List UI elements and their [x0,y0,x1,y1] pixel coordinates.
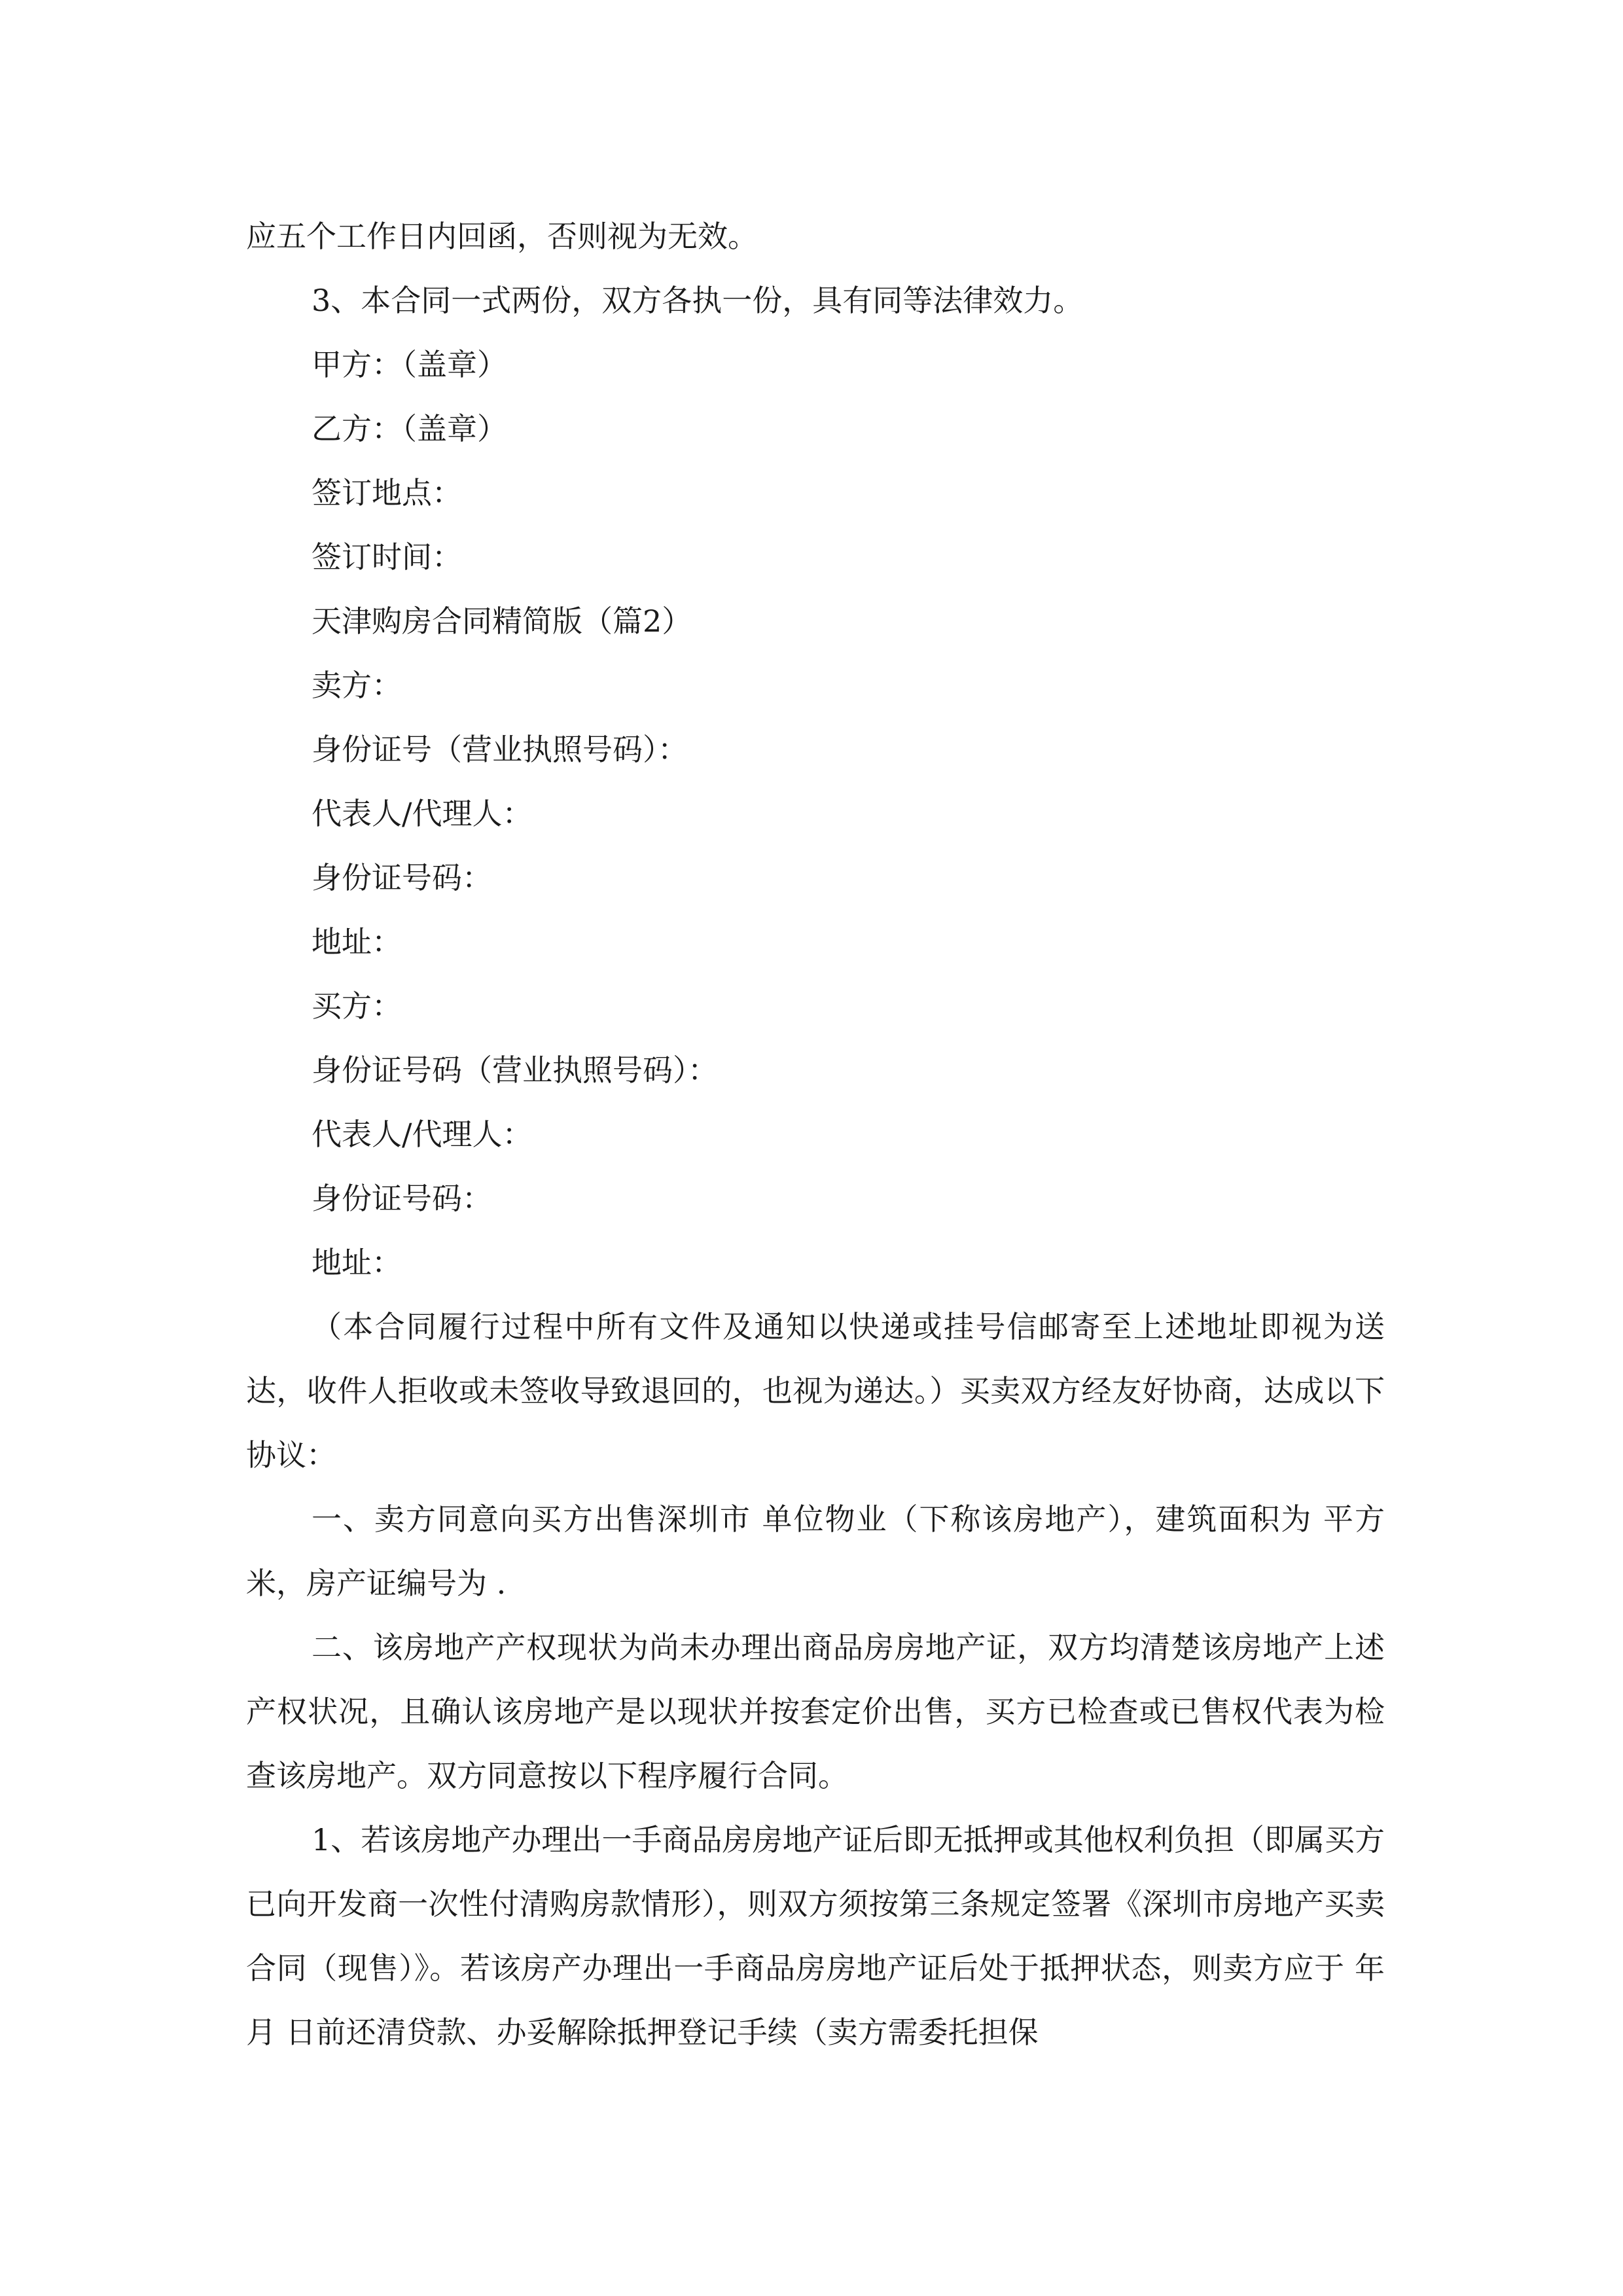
document-body [246,204,1385,2064]
signing-place: 签订地点： [312,475,462,511]
seller-label: 卖方： [312,668,402,703]
seller-id-license: 身份证号（营业执照号码）： [312,732,688,767]
seller-agent: 代表人/代理人： [312,796,533,831]
party-a-seal: 甲方：（盖章） [312,347,507,382]
paragraph-notice: （本合同履行过程中所有文件及通知以快递或挂号信邮寄至上述地址即视为送达，收件人拒收或未签收导致退回的，也视为递达。）买卖双方经友好协商，达成以下协议： [246,1309,1385,1473]
section-title: 天津购房合同精简版（篇2） [312,603,692,639]
paragraph-article-2: 二、该房地产产权现状为尚未办理出商品房房地产证，双方均清楚该房地产上述产权状况，且确认该房地产是以现状并按套定价出售，买方已检查或已售权代表为检查该房地产。双方同意按以下程序履行合同。 [246,1630,1385,1793]
paragraph-article-1: 一、卖方同意向买方出售深圳市 单位物业（下称该房地产），建筑面积为 平方米，房产证编号为 . [246,1501,1385,1601]
buyer-label: 买方： [312,988,402,1024]
paragraph-item-1: 1、若该房地产办理出一手商品房房地产证后即无抵押或其他权利负担（即属买方已向开发商一次性付清购房款情形），则双方须按第三条规定签署《深圳市房地产买卖合同（现售）》。若该房产办理出一手商品房房地产证后处于抵押状态，则卖方应于 年 月 日前还清贷款、办妥解除抵押登记手续（卖方需委托担保 [246,1822,1385,2050]
buyer-agent-id: 身份证号码： [312,1181,492,1216]
buyer-address: 地址： [312,1245,402,1280]
paragraph-continuation: 应五个工作日内回函，否则视为无效。 [246,219,758,254]
buyer-agent: 代表人/代理人： [312,1117,533,1152]
seller-address: 地址： [312,924,402,960]
paragraph-clause-3: 3、本合同一式两份，双方各执一份，具有同等法律效力。 [312,283,1084,318]
seller-agent-id: 身份证号码： [312,860,492,895]
signing-time: 签订时间： [312,539,462,575]
party-b-seal: 乙方：（盖章） [312,411,507,446]
buyer-id-license: 身份证号码（营业执照号码）： [312,1052,718,1088]
